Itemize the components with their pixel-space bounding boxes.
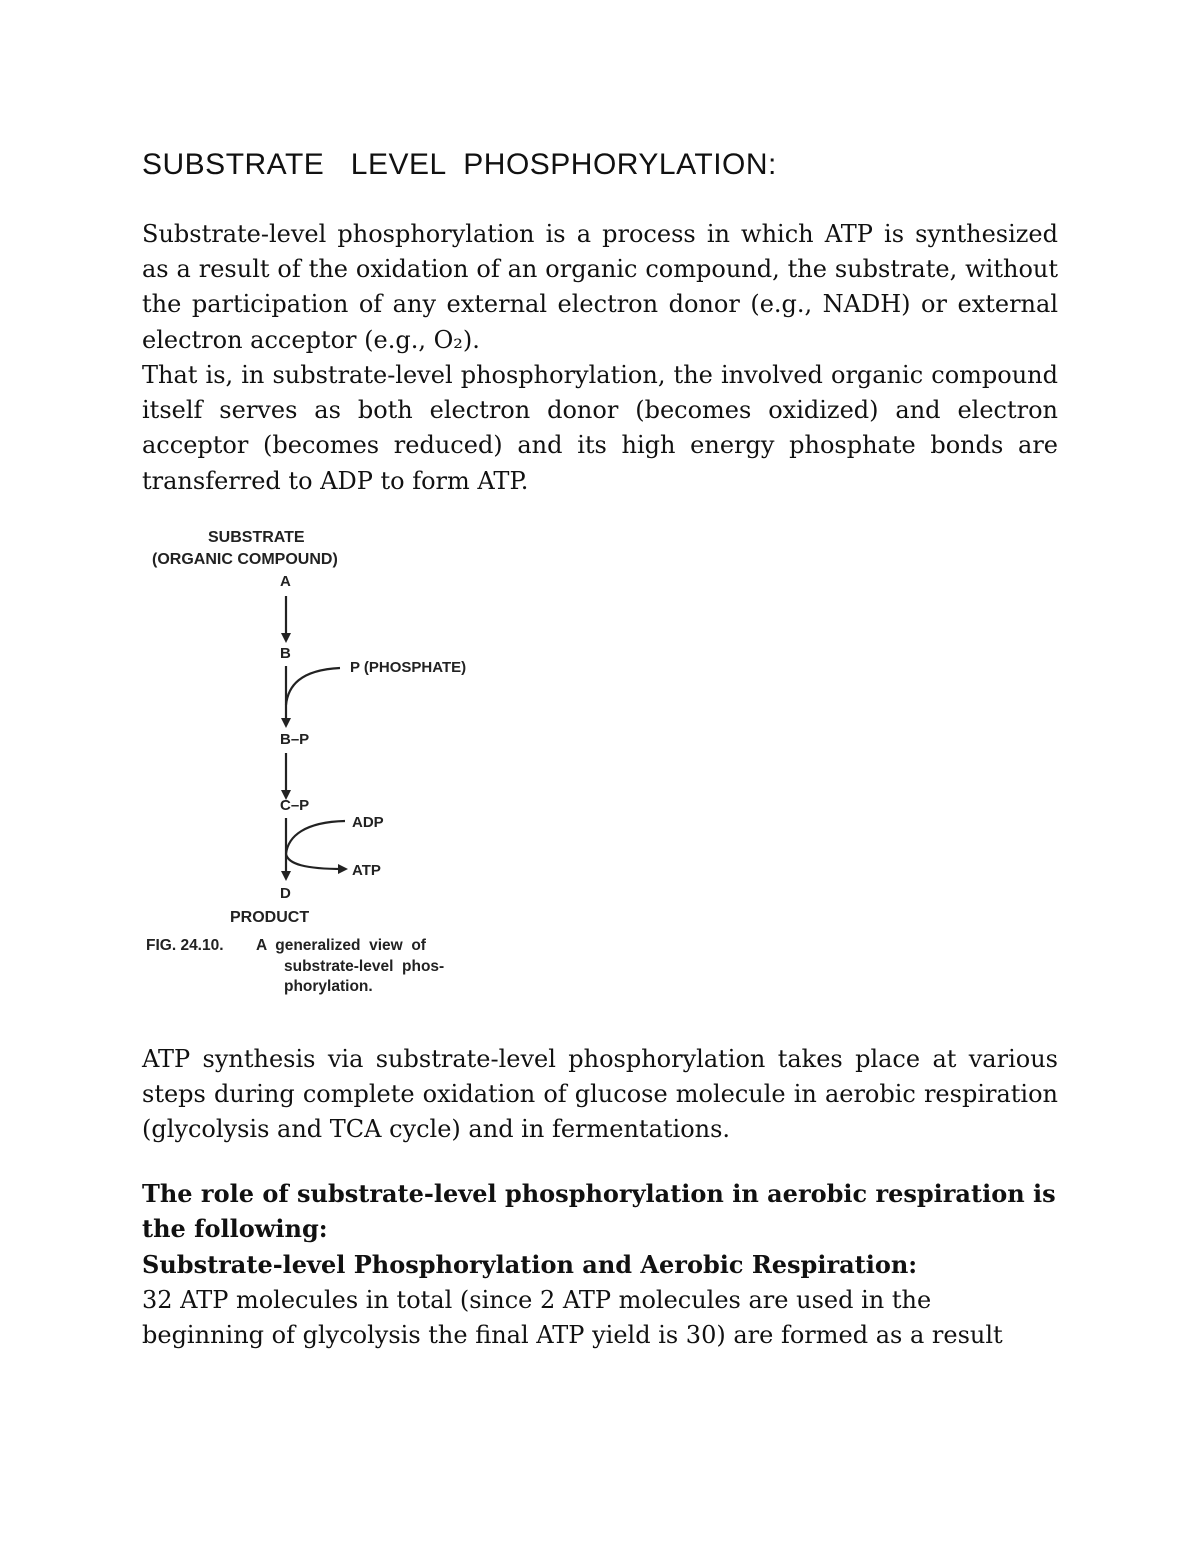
caption-line-2: substrate-level phos- bbox=[284, 958, 445, 975]
node-b: B bbox=[280, 645, 291, 662]
node-a: A bbox=[280, 573, 291, 590]
intro-paragraph: Substrate-level phosphorylation is a process in which ATP is synthesized as a result of the oxidation of an organic compound, the substrate, without the participation of any external electron donor (e.g., NADH) or external electron acceptor (e.g., O₂). bbox=[142, 220, 1058, 354]
section-subheading: Substrate-level Phosphorylation and Aerobic Respiration: bbox=[142, 1250, 918, 1279]
product-label: PRODUCT bbox=[230, 909, 310, 926]
role-heading: The role of substrate-level phosphorylation in aerobic respiration is the following: bbox=[142, 1179, 1056, 1244]
atp-yield-paragraph: 32 ATP molecules in total (since 2 ATP molecules are used in the beginning of glycolysis the final ATP yield is 30) are formed as a result bbox=[142, 1286, 1003, 1350]
node-bp: B–P bbox=[280, 731, 310, 748]
substrate-label: SUBSTRATE bbox=[208, 529, 305, 546]
node-cp: C–P bbox=[280, 797, 310, 814]
phosphorylation-diagram bbox=[140, 520, 560, 1000]
phosphate-curve bbox=[286, 668, 340, 705]
adp-label: ADP bbox=[352, 814, 384, 831]
figure-number: FIG. 24.10. bbox=[146, 937, 224, 954]
caption-line-3: phorylation. bbox=[284, 978, 373, 995]
caption-line-1: A generalized view of bbox=[256, 937, 426, 954]
page-title: SUBSTRATE LEVEL PHOSPHORYLATION: bbox=[142, 148, 777, 181]
atp-synthesis-paragraph: ATP synthesis via substrate-level phosphorylation takes place at various steps during complete oxidation of glucose molecule in aerobic respiration (glycolysis and TCA cycle) and in fermentations. bbox=[142, 1045, 1058, 1144]
explanation-paragraph: That is, in substrate-level phosphorylation, the involved organic compound itself serves as both electron donor (becomes oxidized) and electron acceptor (becomes reduced) and its high energy phosphate bonds are transferred to ADP to form ATP. bbox=[142, 361, 1058, 495]
phosphate-label: P (PHOSPHATE) bbox=[350, 659, 467, 676]
organic-compound-label: (ORGANIC COMPOUND) bbox=[152, 551, 338, 568]
atp-label: ATP bbox=[352, 862, 381, 879]
node-d: D bbox=[280, 885, 291, 902]
atp-curve bbox=[286, 854, 343, 869]
adp-curve bbox=[286, 821, 345, 854]
